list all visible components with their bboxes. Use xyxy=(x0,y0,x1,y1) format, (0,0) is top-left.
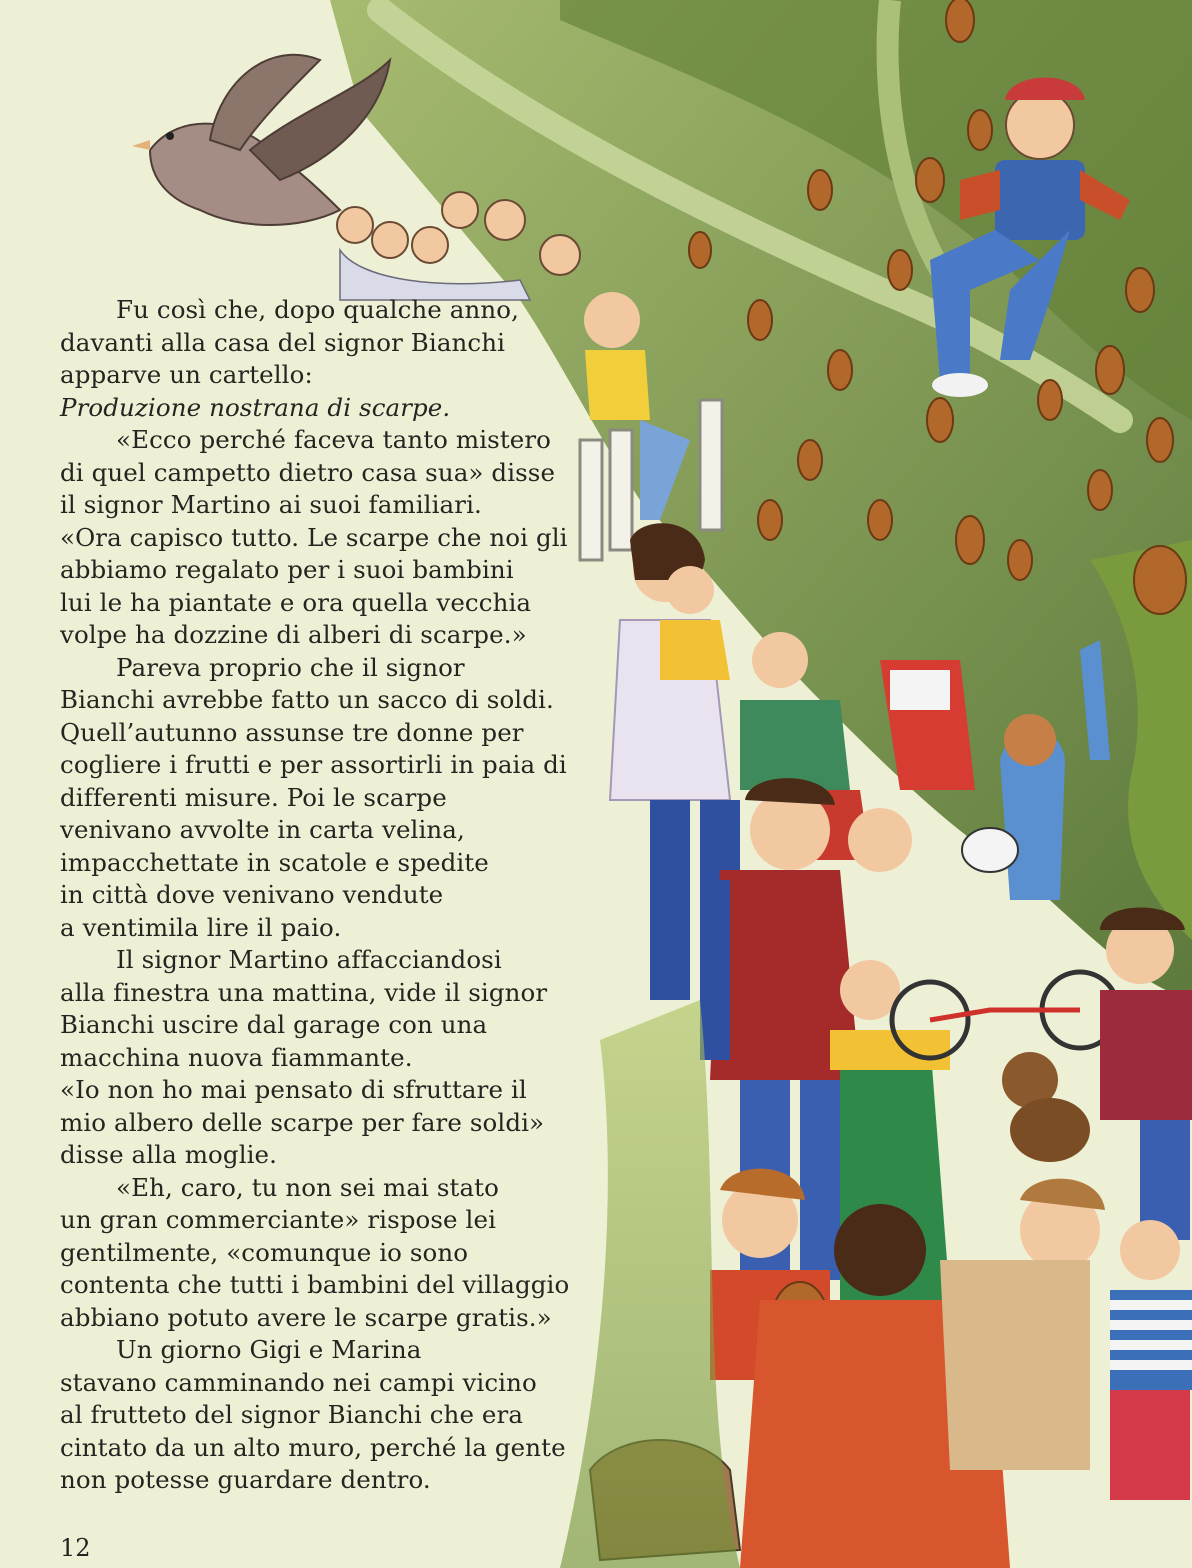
text-line: disse alla moglie. xyxy=(60,1140,278,1169)
text-line: il signor Martino ai suoi familiari. xyxy=(60,490,482,519)
bird xyxy=(132,55,390,225)
text-line: al frutteto del signor Bianchi che era xyxy=(60,1400,524,1429)
text-line: davanti alla casa del signor Bianchi xyxy=(60,327,506,357)
text-line: gentilmente, «comunque io sono xyxy=(60,1237,469,1267)
text-line: Fu così che, dopo qualche anno, xyxy=(116,295,519,324)
text-line: Bianchi uscire dal garage con una xyxy=(60,1010,488,1039)
story-text xyxy=(60,294,620,1497)
text-line: cintato da un alto muro, perché la gente xyxy=(60,1432,566,1462)
text-line: contenta che tutti i bambini del villaggio xyxy=(60,1270,570,1299)
text-line: Quell’autunno assunse tre donne per xyxy=(60,717,524,747)
text-line: non potesse guardare dentro. xyxy=(60,1465,431,1494)
text-line: abbiamo regalato per i suoi bambini xyxy=(60,555,514,584)
text-line: mio albero delle scarpe per fare soldi» xyxy=(60,1107,545,1137)
text-line: stavano camminando nei campi vicino xyxy=(60,1367,537,1397)
text-line: venivano avvolte in carta velina, xyxy=(60,815,465,844)
text-line: alla finestra una mattina, vide il signor xyxy=(60,977,548,1007)
text-line: Pareva proprio che il signor xyxy=(116,652,465,682)
text-line: lui le ha piantate e ora quella vecchia xyxy=(60,587,532,617)
text-line: macchina nuova fiammante. xyxy=(60,1042,413,1072)
text-line: cogliere i frutti e per assortirli in paia di xyxy=(60,750,567,779)
text-line: impacchettate in scatole e spedite xyxy=(60,847,489,877)
text-line: Bianchi avrebbe fatto un sacco di soldi. xyxy=(60,685,554,714)
text-line: «Ecco perché faceva tanto mistero xyxy=(116,425,552,454)
text-line: «Ora capisco tutto. Le scarpe che noi gli xyxy=(60,522,568,552)
text-line: differenti misure. Poi le scarpe xyxy=(60,782,447,812)
text-line: di quel campetto dietro casa sua» disse xyxy=(60,457,556,487)
text-line: Un giorno Gigi e Marina xyxy=(116,1335,422,1364)
text-line: Il signor Martino affacciandosi xyxy=(116,945,502,974)
page-number: 12 xyxy=(60,1534,91,1562)
text-line: Produzione nostrana di scarpe. xyxy=(60,392,451,422)
text-line: apparve un cartello: xyxy=(60,360,313,389)
text-line: in città dove venivano vendute xyxy=(60,880,444,909)
text-line: «Io non ho mai pensato di sfruttare il xyxy=(60,1075,527,1104)
text-line: abbiano potuto avere le scarpe gratis.» xyxy=(60,1302,552,1332)
text-line: volpe ha dozzine di alberi di scarpe.» xyxy=(60,620,527,649)
text-line: un gran commerciante» rispose lei xyxy=(60,1205,497,1234)
text-line: «Eh, caro, tu non sei mai stato xyxy=(116,1172,499,1202)
text-line: a ventimila lire il paio. xyxy=(60,912,342,942)
